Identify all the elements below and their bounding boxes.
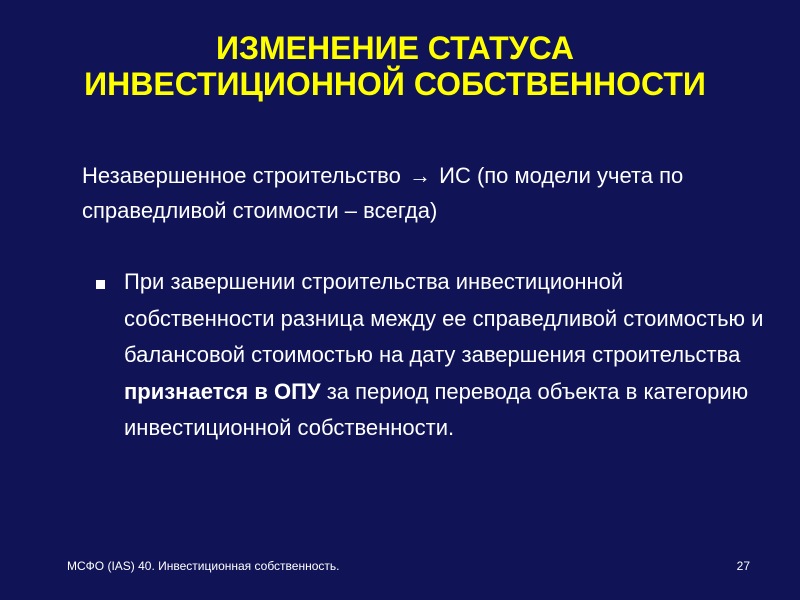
slide-title <box>0 30 790 102</box>
page-number: 27 <box>736 559 750 573</box>
bullet-text <box>124 264 764 447</box>
bullet-square-icon <box>96 280 105 289</box>
bullet-text-before-bold: При завершении строительства инвестиционной собственности разница между ее справедливой стоимостью и балансовой стоимостью на дату завершения строительства <box>124 269 764 367</box>
right-arrow-icon: → <box>409 163 431 188</box>
lead-after-arrow: ИС (по модели учета по справедливой стоимости – всегда) <box>82 163 684 223</box>
slide-title-line-2: ИНВЕСТИЦИОННОЙ СОБСТВЕННОСТИ <box>84 66 706 102</box>
bullet-bold-text: признается в ОПУ <box>124 378 321 404</box>
lead-before-arrow: Незавершенное строительство <box>82 163 401 188</box>
bullet-text-after-bold: за период перевода объекта в категорию инвестиционной собственности. <box>124 378 749 440</box>
footer-caption: МСФО (IAS) 40. Инвестиционная собственность. <box>67 559 340 573</box>
lead-paragraph <box>82 158 762 228</box>
slide-title-line-1: ИЗМЕНЕНИЕ СТАТУСА <box>215 30 575 66</box>
